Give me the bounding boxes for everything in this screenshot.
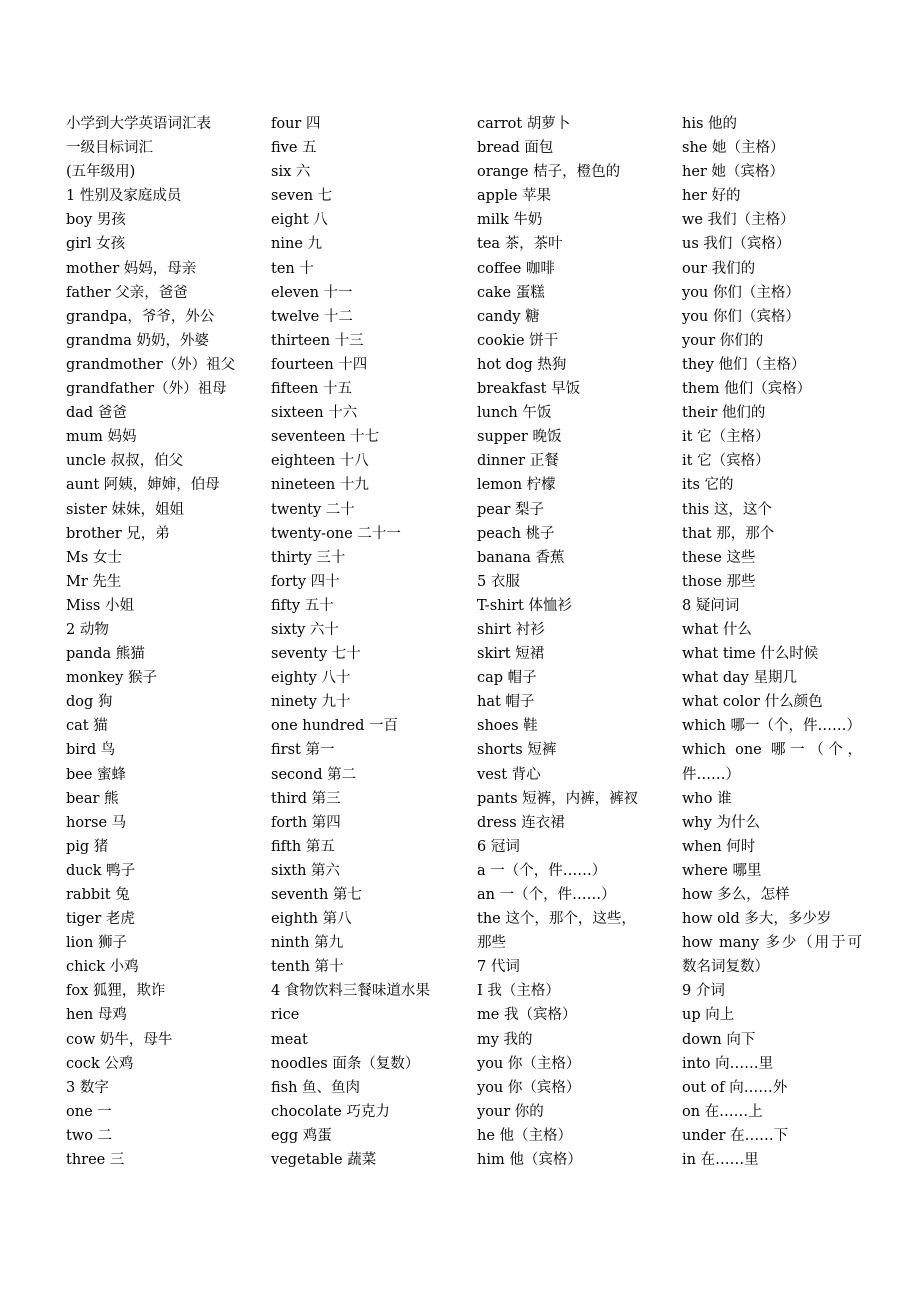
vocab-entry: nine 九	[271, 236, 323, 253]
vocab-entry: grandpa，爷爷，外公	[66, 308, 215, 325]
vocab-entry: seventh 第七	[271, 887, 362, 903]
vocab-entry: shoes 鞋	[477, 718, 538, 735]
vocab-entry: on 在……上	[682, 1103, 763, 1120]
vocab-entry: dad 爸爸	[66, 405, 127, 422]
vocab-entry: him 他（宾格）	[477, 1152, 582, 1169]
vocab-entry: chocolate 巧克力	[271, 1103, 390, 1120]
vocab-entry-wrapped: which one 哪一（个，件……）	[682, 742, 862, 783]
vocab-entry: your 你的	[477, 1103, 544, 1120]
vocab-entry: fifth 第五	[271, 838, 335, 855]
vocab-entry: you 你们（主格）	[682, 284, 800, 301]
vocab-entry: cookie 饼干	[477, 332, 559, 349]
vocab-entry: it 它（宾格）	[682, 453, 770, 470]
vocab-entry: fox 狐狸，欺诈	[66, 983, 166, 1000]
vocab-entry: bee 蜜蜂	[66, 766, 127, 783]
column-1	[66, 112, 261, 1172]
vocab-entry: dress 连衣裙	[477, 814, 565, 831]
vocab-entry: you 你（宾格）	[477, 1079, 581, 1096]
vocab-entry: 4 食物饮料三餐味道水果	[271, 983, 430, 1000]
vocab-entry: panda 熊猫	[66, 646, 145, 663]
vocab-entry: fourteen 十四	[271, 356, 368, 373]
vocab-entry: our 我们的	[682, 260, 756, 277]
vocab-entry: one 一	[66, 1103, 112, 1120]
vocab-entry: father 父亲，爸爸	[66, 284, 188, 301]
vocab-entry: six 六	[271, 164, 311, 181]
vocab-entry: I 我（主格）	[477, 983, 560, 1000]
vocab-entry: twenty 二十	[271, 501, 355, 518]
vocab-entry: what color 什么颜色	[682, 694, 823, 711]
vocab-entry: the 这个，那个，这些，	[477, 911, 636, 928]
vocab-entry: rabbit 兔	[66, 887, 130, 903]
vocab-entry: four 四	[271, 116, 321, 132]
vocab-entry: 2 动物	[66, 621, 109, 638]
vocab-entry: sister 妹妹，姐姐	[66, 501, 184, 518]
vocab-entry: Miss 小姐	[66, 597, 134, 614]
vocab-entry: lunch 午饭	[477, 405, 552, 422]
vocab-entry: she 她（主格）	[682, 140, 785, 157]
vocab-entry: down 向下	[682, 1031, 756, 1048]
vocab-entry: lemon 柠檬	[477, 477, 556, 494]
column-2	[271, 112, 466, 1172]
vocab-entry: bread 面包	[477, 140, 554, 157]
vocab-entry: uncle 叔叔，伯父	[66, 453, 184, 470]
vocab-entry-wrapped: how many 多少（用于可数名词复数）	[682, 935, 862, 976]
vocab-entry: seven 七	[271, 188, 333, 205]
vocab-entry: 8 疑问词	[682, 597, 740, 614]
vocab-entry: brother 兄，弟	[66, 525, 170, 542]
vocab-entry: what 什么	[682, 621, 752, 638]
vocab-entry: under 在……下	[682, 1127, 789, 1144]
vocab-entry: supper 晚饭	[477, 429, 562, 446]
vocab-entry: you 你们（宾格）	[682, 308, 800, 325]
vocab-entry: thirty 三十	[271, 549, 346, 566]
vocab-entry: peach 桃子	[477, 525, 555, 542]
vocab-entry: up 向上	[682, 1007, 735, 1024]
vocab-entry: milk 牛奶	[477, 212, 543, 229]
vocab-entry: first 第一	[271, 742, 335, 759]
vocab-entry: banana 香蕉	[477, 549, 565, 566]
vocab-entry: your 你们的	[682, 332, 764, 349]
vocab-entry: skirt 短裙	[477, 646, 545, 663]
vocab-entry: lion 狮子	[66, 935, 127, 952]
column-3	[477, 112, 672, 1172]
vocab-entry: this 这，这个	[682, 501, 772, 518]
vocab-entry: five 五	[271, 140, 317, 157]
vocab-entry: cat 猫	[66, 718, 108, 735]
vocab-entry: 那些	[477, 935, 506, 952]
vocab-entry: chick 小鸡	[66, 959, 139, 976]
vocab-entry: they 他们（主格）	[682, 356, 806, 373]
vocab-entry: them 他们（宾格）	[682, 381, 812, 398]
vocab-entry: when 何时	[682, 838, 756, 855]
vocab-entry: twenty-one 二十一	[271, 525, 401, 542]
vocab-entry: girl 女孩	[66, 236, 126, 253]
vocab-entry: seventeen 十七	[271, 429, 380, 446]
vocab-entry: sixty 六十	[271, 621, 339, 638]
vocab-entry: eighty 八十	[271, 670, 351, 687]
vocab-entry: vest 背心	[477, 766, 541, 783]
vocab-entry: three 三	[66, 1152, 125, 1169]
vocab-entry: eighth 第八	[271, 911, 352, 928]
vocab-entry: those 那些	[682, 573, 756, 590]
vocab-entry: 9 介词	[682, 983, 725, 1000]
vocab-entry: fifteen 十五	[271, 381, 352, 398]
vocab-entry: us 我们（宾格）	[682, 236, 791, 253]
vocab-entry: eighteen 十八	[271, 453, 369, 470]
vocab-entry: coffee 咖啡	[477, 260, 555, 277]
vocab-entry: sixteen 十六	[271, 405, 358, 422]
vocab-entry: (五年级用)	[66, 164, 136, 181]
vocab-entry: hen 母鸡	[66, 1007, 127, 1024]
vocab-entry: in 在……里	[682, 1152, 759, 1169]
vocab-entry: cap 帽子	[477, 670, 537, 687]
vocab-entry: seventy 七十	[271, 646, 361, 663]
vocab-entry: third 第三	[271, 790, 341, 807]
vocab-entry: bird 鸟	[66, 742, 116, 759]
vocab-entry: grandma 奶奶，外婆	[66, 332, 209, 349]
vocab-entry: mother 妈妈，母亲	[66, 260, 197, 277]
vocab-entry: fish 鱼、鱼肉	[271, 1079, 361, 1096]
vocab-entry: grandfather（外）祖母	[66, 381, 227, 398]
vocab-entry: we 我们（主格）	[682, 212, 795, 229]
vocab-entry: my 我的	[477, 1031, 533, 1048]
vocab-entry: which 哪一（个，件……）	[682, 718, 861, 735]
vocab-entry: her 她（宾格）	[682, 164, 784, 181]
vocab-entry: horse 马	[66, 814, 127, 831]
vocab-entry: her 好的	[682, 188, 741, 205]
vocab-entry: pants 短裤，内裤，裤衩	[477, 790, 639, 807]
vocab-entry: sixth 第六	[271, 862, 341, 879]
vocab-entry: out of 向……外	[682, 1079, 788, 1096]
vocab-entry: Mr 先生	[66, 573, 122, 590]
vocab-entry: two 二	[66, 1127, 113, 1144]
vocab-entry: forth 第四	[271, 814, 341, 831]
vocab-entry: aunt 阿姨，婶婶，伯母	[66, 477, 220, 494]
vocab-entry: its 它的	[682, 477, 734, 494]
vocab-entry: hot dog 热狗	[477, 356, 567, 373]
vocab-entry: his 他的	[682, 116, 738, 132]
vocab-entry: 3 数字	[66, 1079, 109, 1096]
vocab-entry: a 一（个，件……）	[477, 862, 607, 879]
vocab-entry: eleven 十一	[271, 284, 353, 301]
vocab-entry: ninth 第九	[271, 935, 344, 952]
vocab-entry: tea 茶，茶叶	[477, 236, 563, 253]
vocab-entry: vegetable 蔬菜	[271, 1152, 377, 1169]
vocab-entry: breakfast 早饭	[477, 381, 581, 398]
vocab-entry: these 这些	[682, 549, 756, 566]
vocab-entry: monkey 猴子	[66, 670, 157, 687]
vocab-entry: it 它（主格）	[682, 429, 770, 446]
vocab-entry: T-shirt 体恤衫	[477, 597, 572, 614]
vocab-entry: pear 梨子	[477, 501, 545, 518]
vocab-entry: mum 妈妈	[66, 429, 137, 446]
vocab-entry: shirt 衬衫	[477, 621, 545, 638]
vocab-entry: noodles 面条（复数）	[271, 1055, 420, 1072]
vocab-entry: me 我（宾格）	[477, 1007, 577, 1024]
vocab-entry: one hundred 一百	[271, 718, 398, 735]
vocab-entry: 一级目标词汇	[66, 140, 153, 157]
vocab-entry: nineteen 十九	[271, 477, 369, 494]
vocab-entry: dinner 正餐	[477, 453, 559, 470]
vocab-entry: 5 衣服	[477, 573, 520, 590]
column-4	[682, 112, 862, 1172]
vocab-entry: fifty 五十	[271, 597, 334, 614]
vocab-entry: rice	[271, 1007, 300, 1024]
vocab-entry: egg 鸡蛋	[271, 1127, 332, 1144]
vocab-entry: 7 代词	[477, 959, 520, 976]
vocab-entry: orange 桔子，橙色的	[477, 164, 621, 181]
vocab-entry: tenth 第十	[271, 959, 344, 976]
vocab-entry: what time 什么时候	[682, 646, 819, 663]
vocab-entry: boy 男孩	[66, 212, 126, 229]
vocab-entry: second 第二	[271, 766, 357, 783]
vocab-entry: 1 性别及家庭成员	[66, 188, 182, 205]
vocab-entry: that 那，那个	[682, 525, 775, 542]
vocab-entry: ninety 九十	[271, 694, 351, 711]
vocab-entry: he 他（主格）	[477, 1127, 573, 1144]
vocab-entry: bear 熊	[66, 790, 119, 807]
vocab-entry: cow 奶牛，母牛	[66, 1031, 173, 1048]
vocab-entry: cock 公鸡	[66, 1055, 134, 1072]
vocab-entry: twelve 十二	[271, 308, 353, 325]
vocab-entry: meat	[271, 1031, 308, 1048]
vocab-entry: how 多么，怎样	[682, 887, 790, 903]
vocab-entry: why 为什么	[682, 814, 761, 831]
vocab-entry: ten 十	[271, 260, 314, 277]
vocab-entry: hat 帽子	[477, 694, 535, 711]
vocab-entry: apple 苹果	[477, 188, 552, 205]
vocab-entry: who 谁	[682, 790, 732, 807]
vocab-entry: Ms 女士	[66, 549, 122, 566]
vocab-entry: how old 多大，多少岁	[682, 911, 832, 928]
vocab-entry: carrot 胡萝卜	[477, 116, 571, 132]
vocab-entry: their 他们的	[682, 405, 766, 422]
vocab-entry: shorts 短裤	[477, 742, 557, 759]
vocab-entry: where 哪里	[682, 862, 762, 879]
vocab-entry: tiger 老虎	[66, 911, 135, 928]
vocab-entry: cake 蛋糕	[477, 284, 545, 301]
vocab-entry: duck 鸭子	[66, 862, 136, 879]
vocab-entry: an 一（个，件……）	[477, 887, 616, 903]
vocab-entry: candy 糖	[477, 308, 540, 325]
vocab-entry: you 你（主格）	[477, 1055, 581, 1072]
vocab-entry: pig 猪	[66, 838, 109, 855]
vocab-entry: what day 星期几	[682, 670, 798, 687]
vocab-entry: eight 八	[271, 212, 328, 229]
vocab-entry: grandmother（外）祖父	[66, 356, 236, 373]
vocab-entry: forty 四十	[271, 573, 340, 590]
vocab-entry: dog 狗	[66, 694, 113, 711]
vocab-entry: into 向……里	[682, 1055, 774, 1072]
vocab-entry: thirteen 十三	[271, 332, 364, 349]
vocab-entry: 6 冠词	[477, 838, 520, 855]
vocab-entry: 小学到大学英语词汇表	[66, 116, 211, 132]
